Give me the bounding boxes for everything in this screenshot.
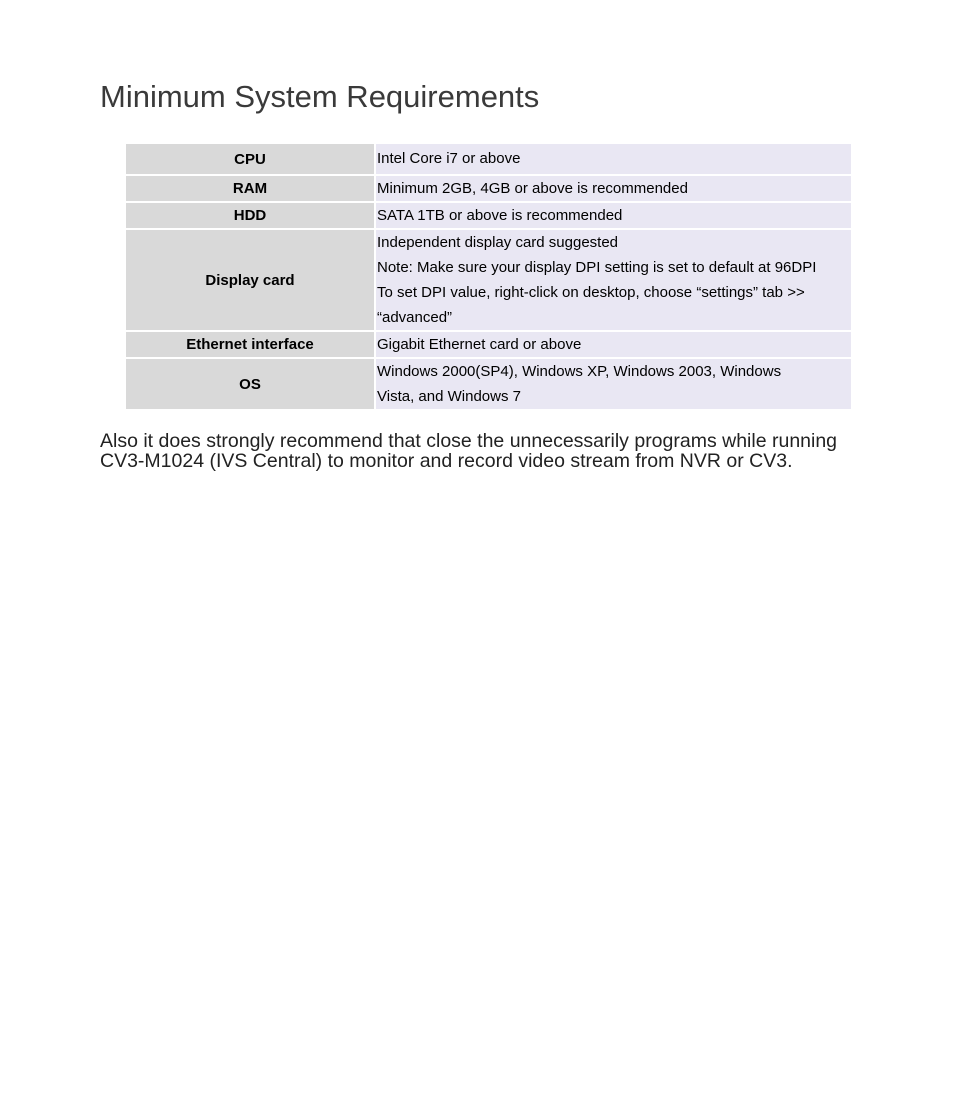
recommendation-note: Also it does strongly recommend that close the unnecessarily programs while running CV3-M1024 (IVS Central) to monitor and record video stream from NVR or CV3.	[100, 430, 838, 472]
requirement-row-cpu	[126, 144, 851, 176]
requirement-value-line: SATA 1TB or above is recommended	[377, 207, 623, 224]
requirement-value-line: Independent display card suggested	[377, 234, 619, 251]
requirement-row-ram	[126, 176, 851, 203]
requirement-label: Ethernet interface	[126, 332, 376, 359]
requirement-value-line: Vista, and Windows 7	[377, 388, 521, 405]
requirement-value-line: Minimum 2GB, 4GB or above is recommended	[377, 180, 688, 197]
requirement-label: Display card	[126, 230, 376, 332]
requirement-value	[376, 203, 851, 230]
requirement-label: HDD	[126, 203, 376, 230]
requirement-value	[376, 144, 851, 176]
requirement-value-line: To set DPI value, right-click on desktop, choose “settings” tab >>	[377, 284, 805, 301]
requirement-value-line: Windows 2000(SP4), Windows XP, Windows 2003, Windows	[377, 363, 782, 380]
requirement-row-ethernet	[126, 332, 851, 359]
requirement-value	[376, 359, 851, 409]
requirement-value	[376, 230, 851, 332]
requirement-label: RAM	[126, 176, 376, 203]
requirement-row-hdd	[126, 203, 851, 230]
requirements-table	[126, 144, 851, 409]
requirement-label: CPU	[126, 144, 376, 176]
requirement-value	[376, 176, 851, 203]
requirement-row-display-card	[126, 230, 851, 332]
requirement-value	[376, 332, 851, 359]
requirement-value-line: “advanced”	[377, 309, 453, 326]
requirement-value-line: Note: Make sure your display DPI setting is set to default at 96DPI	[377, 259, 817, 276]
requirement-value-line: Gigabit Ethernet card or above	[377, 336, 582, 353]
requirement-label: OS	[126, 359, 376, 409]
requirement-row-os	[126, 359, 851, 409]
page-title: Minimum System Requirements	[100, 79, 540, 114]
requirement-value-line: Intel Core i7 or above	[377, 150, 521, 167]
